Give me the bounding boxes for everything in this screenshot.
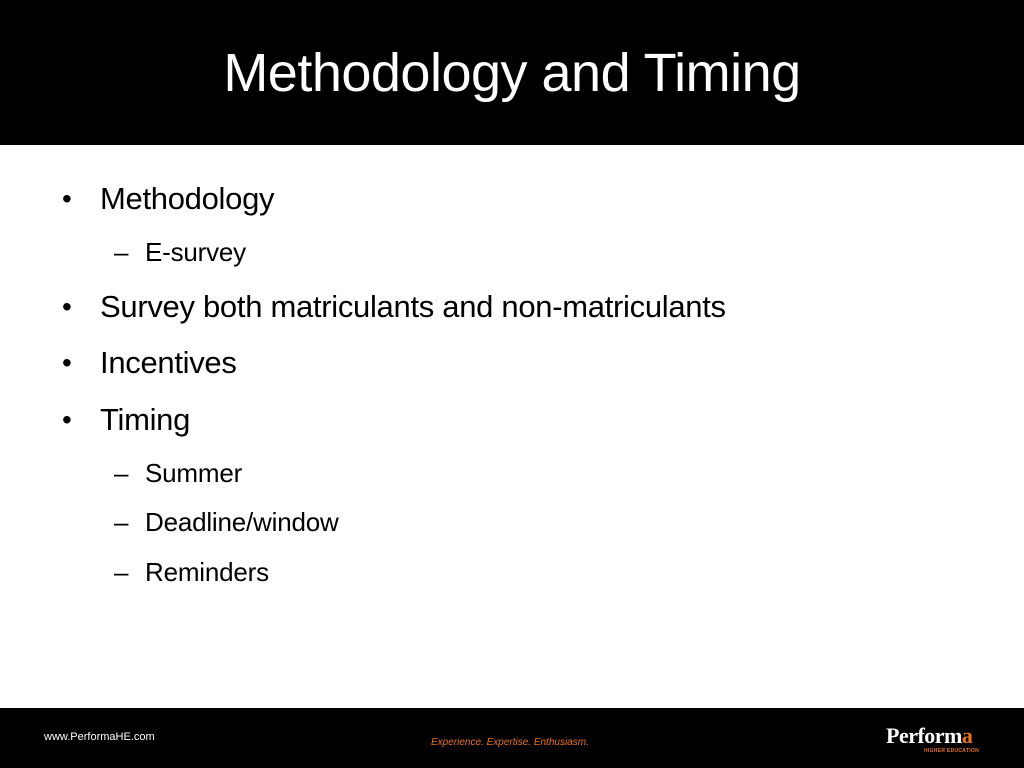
logo-wordmark	[886, 723, 972, 749]
slide-title: Methodology and Timing	[223, 43, 801, 103]
logo-subtitle: HIGHER EDUCATION	[924, 748, 979, 754]
bullet-marker: •	[62, 347, 72, 378]
bullet-marker: •	[62, 291, 72, 322]
logo-wordmark-main: Perform	[886, 723, 962, 748]
slide-content	[0, 145, 1024, 708]
sub-bullet-text: Deadline/window	[145, 507, 339, 537]
bullet-text: Incentives	[100, 345, 237, 380]
bullet-text: Methodology	[100, 181, 275, 216]
bullet-marker: •	[62, 183, 72, 214]
title-bar	[0, 0, 1024, 145]
dash-marker: –	[114, 557, 129, 587]
logo-wordmark-accent: a	[961, 723, 973, 748]
sub-bullet-text: E-survey	[145, 237, 246, 267]
performa-logo	[886, 723, 986, 759]
bullet-text: Survey both matriculants and non-matriculants	[100, 289, 726, 324]
dash-marker: –	[114, 507, 129, 537]
footer-tagline: Experience. Expertise. Enthusiasm.	[431, 737, 589, 748]
bullet-marker: •	[62, 404, 72, 435]
footer-url: www.PerformaHE.com	[44, 731, 155, 743]
bullet-text: Timing	[100, 402, 191, 437]
footer-bar	[0, 708, 1024, 768]
sub-bullet-text: Reminders	[145, 557, 269, 587]
sub-bullet-text: Summer	[145, 458, 243, 488]
dash-marker: –	[114, 237, 129, 267]
dash-marker: –	[114, 458, 129, 488]
